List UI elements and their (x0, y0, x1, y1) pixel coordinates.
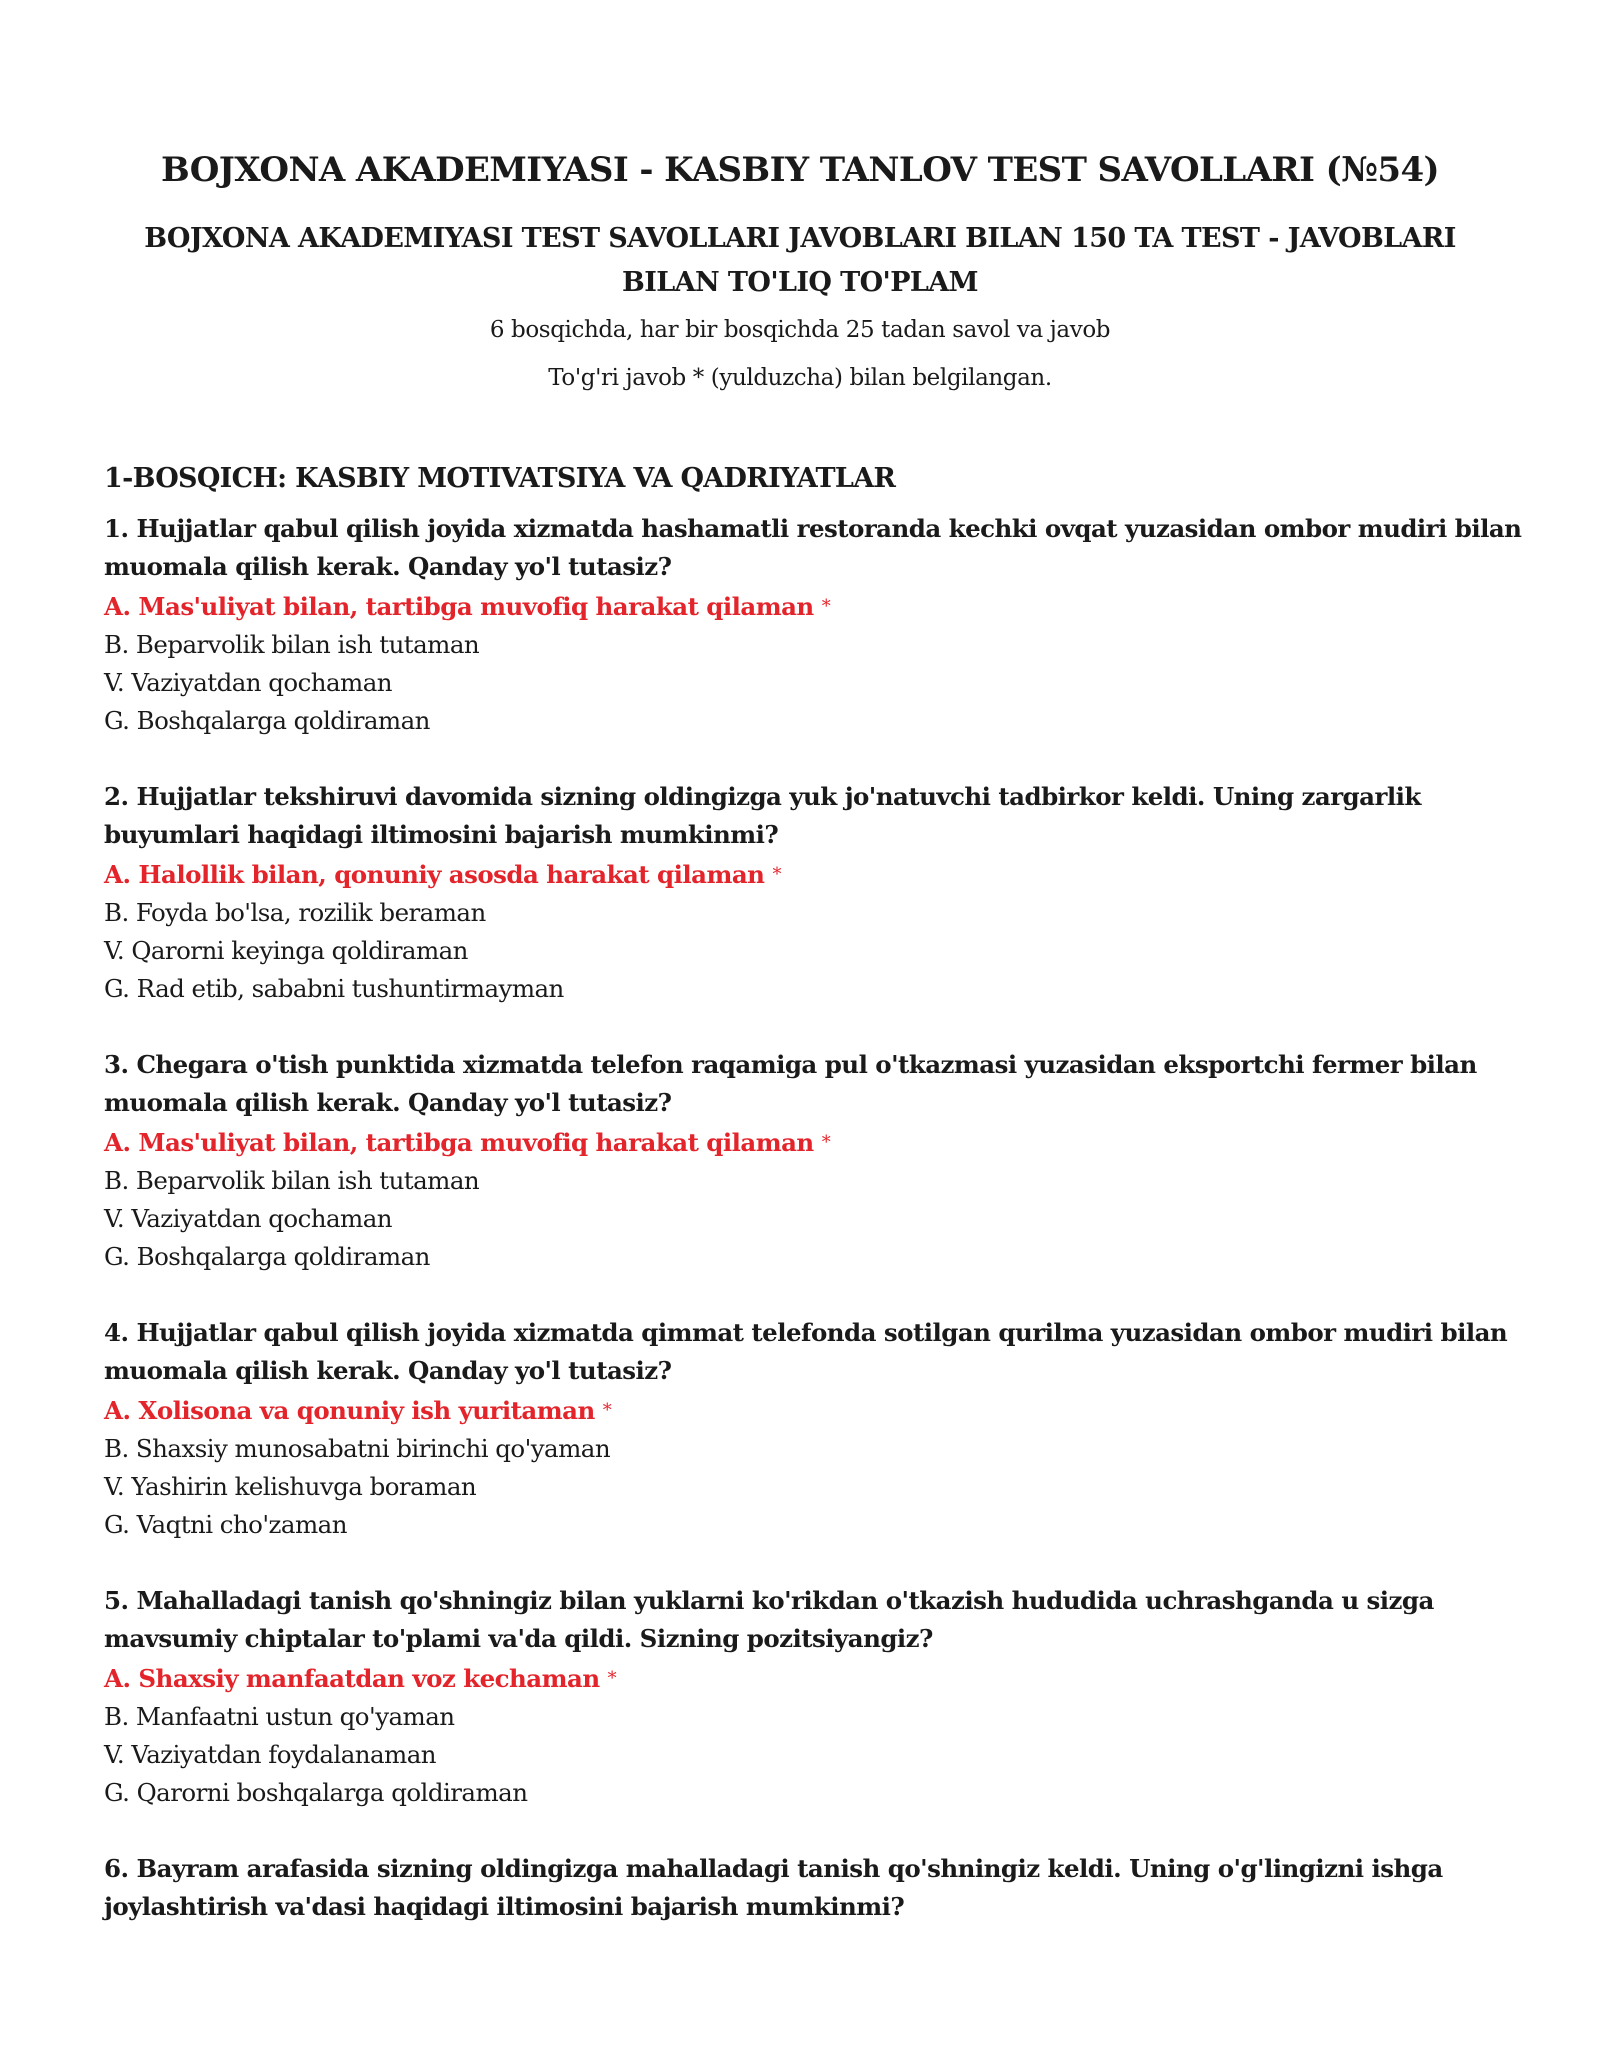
option-label: A. Mas'uliyat bilan, tartibga muvofiq harakat qilaman (104, 1128, 814, 1157)
question-text: 2. Hujjatlar tekshiruvi davomida sizning oldingizga yuk jo'natuvchi tadbirkor keldi. Uning zargarlik buyumlari haqidagi iltimosini bajarish mumkinmi? (104, 782, 1421, 849)
answer-option (104, 894, 1534, 932)
answer-option (104, 1430, 1534, 1468)
stage-heading: 1-BOSQICH: KASBIY MOTIVATSIYA VA QADRIYATLAR (104, 463, 896, 494)
option-label: G. Rad etib, sababni tushuntirmayman (104, 974, 564, 1003)
correct-marker-icon: * (607, 1668, 617, 1689)
answer-option (104, 1506, 1534, 1544)
answer-marker-note: To'g'ri javob * (yulduzcha) bilan belgilangan. (548, 364, 1052, 391)
question-text: 3. Chegara o'tish punktida xizmatda telefon raqamiga pul o'tkazmasi yuzasidan eksportchi fermer bilan muomala qilish kerak. Qanday yo'l tutasiz? (104, 1050, 1477, 1117)
question-text: 6. Bayram arafasida sizning oldingizga mahalladagi tanish qo'shningiz keldi. Uning o'g'lingizni ishga joylashtirish va'dasi haqidagi iltimosini bajarish mumkinmi? (104, 1854, 1443, 1921)
answer-option (104, 626, 1534, 664)
answer-option (104, 1698, 1534, 1736)
question-block (104, 1582, 1534, 1812)
correct-answer-option (104, 588, 1534, 626)
document-header (60, 150, 1540, 411)
question-text: 1. Hujjatlar qabul qilish joyida xizmatda hashamatli restoranda kechki ovqat yuzasidan ombor mudiri bilan muomala qilish kerak. Qanday yo'l tutasiz? (104, 514, 1522, 581)
option-label: A. Halollik bilan, qonuniy asosda harakat qilaman (104, 860, 765, 889)
option-label: G. Qarorni boshqalarga qoldiraman (104, 1778, 528, 1807)
question-block (104, 1046, 1534, 1276)
stages-note: 6 bosqichda, har bir bosqichda 25 tadan savol va javob (489, 316, 1111, 343)
option-label: A. Shaxsiy manfaatdan voz kechaman (104, 1664, 600, 1693)
answer-option (104, 1162, 1534, 1200)
option-label: A. Xolisona va qonuniy ish yuritaman (104, 1396, 595, 1425)
test-content (104, 459, 1534, 1964)
answer-option (104, 1238, 1534, 1276)
question-block (104, 510, 1534, 740)
option-label: B. Beparvolik bilan ish tutaman (104, 1166, 480, 1195)
option-label: B. Beparvolik bilan ish tutaman (104, 630, 480, 659)
correct-answer-option (104, 1660, 1534, 1698)
option-label: V. Vaziyatdan foydalanaman (104, 1740, 437, 1769)
option-label: V. Qarorni keyinga qoldiraman (104, 936, 468, 965)
correct-answer-option (104, 1392, 1534, 1430)
answer-option (104, 1200, 1534, 1238)
option-label: V. Vaziyatdan qochaman (104, 668, 392, 697)
correct-marker-icon: * (821, 1132, 831, 1153)
document-subtitle: BOJXONA AKADEMIYASI TEST SAVOLLARI JAVOBLARI BILAN 150 TA TEST - JAVOBLARI BILAN TO'LIQ TO'PLAM (144, 222, 1456, 298)
question-list (104, 510, 1534, 1926)
question-text: 4. Hujjatlar qabul qilish joyida xizmatda qimmat telefonda sotilgan qurilma yuzasidan ombor mudiri bilan muomala qilish kerak. Qanday yo'l tutasiz? (104, 1318, 1508, 1385)
answer-option (104, 664, 1534, 702)
option-label: G. Boshqalarga qoldiraman (104, 706, 430, 735)
answer-option (104, 1774, 1534, 1812)
correct-marker-icon: * (772, 864, 781, 885)
correct-marker-icon: * (821, 596, 831, 617)
question-block (104, 778, 1534, 1008)
option-label: V. Vaziyatdan qochaman (104, 1204, 392, 1233)
answer-option (104, 932, 1534, 970)
option-label: G. Boshqalarga qoldiraman (104, 1242, 430, 1271)
correct-answer-option (104, 856, 1534, 894)
correct-answer-option (104, 1124, 1534, 1162)
option-label: B. Manfaatni ustun qo'yaman (104, 1702, 455, 1731)
question-text: 5. Mahalladagi tanish qo'shningiz bilan yuklarni ko'rikdan o'tkazish hududida uchrashganda u sizga mavsumiy chiptalar to'plami va'da qildi. Sizning pozitsiyangiz? (104, 1586, 1434, 1653)
answer-option (104, 970, 1534, 1008)
document-title: BOJXONA AKADEMIYASI - KASBIY TANLOV TEST SAVOLLARI (№54) (160, 150, 1440, 190)
option-label: B. Shaxsiy munosabatni birinchi qo'yaman (104, 1434, 611, 1463)
answer-option (104, 702, 1534, 740)
question-block (104, 1314, 1534, 1544)
option-label: G. Vaqtni cho'zaman (104, 1510, 347, 1539)
answer-option (104, 1736, 1534, 1774)
option-label: A. Mas'uliyat bilan, tartibga muvofiq harakat qilaman (104, 592, 814, 621)
question-block (104, 1850, 1534, 1926)
option-label: V. Yashirin kelishuvga boraman (104, 1472, 477, 1501)
correct-marker-icon: * (602, 1400, 612, 1421)
answer-option (104, 1468, 1534, 1506)
option-label: B. Foyda bo'lsa, rozilik beraman (104, 898, 486, 927)
